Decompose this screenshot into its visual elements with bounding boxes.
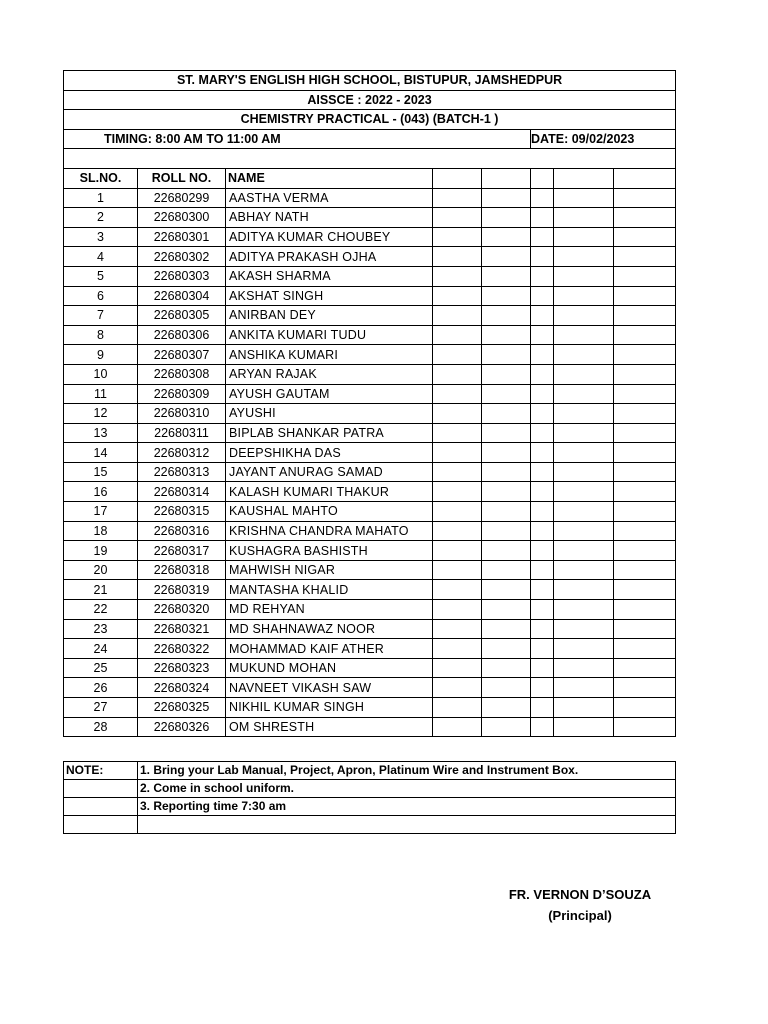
blank-cell (433, 482, 482, 502)
roll-no-cell: 22680305 (138, 306, 226, 326)
blank-cell (482, 639, 531, 659)
student-name-cell: ADITYA PRAKASH OJHA (226, 247, 433, 267)
roll-no-cell: 22680306 (138, 325, 226, 345)
blank-cell (433, 502, 482, 522)
blank-cell (531, 208, 554, 228)
blank-cell (614, 443, 676, 463)
table-row (64, 227, 676, 247)
sl-no-cell: 19 (64, 541, 138, 561)
roll-no-cell: 22680326 (138, 717, 226, 737)
table-row (64, 364, 676, 384)
table-row (64, 717, 676, 737)
table-row (64, 188, 676, 208)
blank-cell (531, 502, 554, 522)
blank-row (64, 149, 676, 169)
blank-cell (614, 698, 676, 718)
table-row (64, 698, 676, 718)
blank-cell (554, 188, 614, 208)
col-header-blank (482, 168, 531, 188)
blank-cell (554, 325, 614, 345)
blank-cell (482, 521, 531, 541)
blank-cell (433, 286, 482, 306)
blank-cell (482, 208, 531, 228)
blank-cell (433, 306, 482, 326)
table-row (64, 345, 676, 365)
blank-cell (554, 639, 614, 659)
student-name-cell: OM SHRESTH (226, 717, 433, 737)
date-text: DATE: 09/02/2023 (531, 129, 676, 149)
student-name-cell: AKASH SHARMA (226, 266, 433, 286)
blank-cell (614, 247, 676, 267)
blank-cell (482, 384, 531, 404)
blank-cell (433, 658, 482, 678)
sl-no-cell: 22 (64, 600, 138, 620)
blank-cell (433, 345, 482, 365)
principal-name: FR. VERNON D’SOUZA (508, 887, 652, 902)
table-row (64, 619, 676, 639)
sl-no-cell: 10 (64, 364, 138, 384)
blank-cell (531, 698, 554, 718)
blank-cell (482, 325, 531, 345)
blank-cell (614, 502, 676, 522)
student-name-cell: JAYANT ANURAG SAMAD (226, 462, 433, 482)
table-row (64, 384, 676, 404)
col-header-blank (433, 168, 482, 188)
roll-no-cell: 22680320 (138, 600, 226, 620)
table-row (64, 462, 676, 482)
blank-cell (433, 423, 482, 443)
blank-cell (614, 462, 676, 482)
table-row (64, 521, 676, 541)
student-name-cell: NAVNEET VIKASH SAW (226, 678, 433, 698)
sl-no-cell: 7 (64, 306, 138, 326)
blank-cell (482, 600, 531, 620)
blank-cell (614, 482, 676, 502)
exam-title: AISSCE : 2022 - 2023 (64, 90, 676, 110)
student-name-cell: BIPLAB SHANKAR PATRA (226, 423, 433, 443)
roll-no-cell: 22680322 (138, 639, 226, 659)
sl-no-cell: 28 (64, 717, 138, 737)
note-blank (64, 798, 138, 816)
sl-no-cell: 12 (64, 404, 138, 424)
blank-cell (554, 208, 614, 228)
blank-cell (531, 521, 554, 541)
blank-cell (554, 580, 614, 600)
blank-cell (482, 580, 531, 600)
blank-cell (614, 658, 676, 678)
table-row (64, 678, 676, 698)
blank-cell (554, 443, 614, 463)
blank-cell (614, 580, 676, 600)
roll-no-cell: 22680317 (138, 541, 226, 561)
blank-cell (531, 364, 554, 384)
table-row (64, 560, 676, 580)
blank-cell (531, 384, 554, 404)
blank-cell (482, 619, 531, 639)
note-blank (138, 816, 676, 834)
student-name-cell: ARYAN RAJAK (226, 364, 433, 384)
student-name-cell: ANIRBAN DEY (226, 306, 433, 326)
blank-cell (433, 443, 482, 463)
roll-no-cell: 22680311 (138, 423, 226, 443)
blank-cell (433, 521, 482, 541)
blank-cell (614, 364, 676, 384)
student-name-cell: KRISHNA CHANDRA MAHATO (226, 521, 433, 541)
roll-no-cell: 22680300 (138, 208, 226, 228)
sl-no-cell: 1 (64, 188, 138, 208)
col-header-blank (554, 168, 614, 188)
col-header-blank (531, 168, 554, 188)
sl-no-cell: 20 (64, 560, 138, 580)
col-header-blank (614, 168, 676, 188)
sl-no-cell: 17 (64, 502, 138, 522)
blank-cell (554, 482, 614, 502)
student-name-cell: NIKHIL KUMAR SINGH (226, 698, 433, 718)
roll-no-cell: 22680316 (138, 521, 226, 541)
sl-no-cell: 5 (64, 266, 138, 286)
sl-no-cell: 4 (64, 247, 138, 267)
blank-cell (531, 600, 554, 620)
blank-cell (433, 404, 482, 424)
blank-cell (531, 266, 554, 286)
sl-no-cell: 26 (64, 678, 138, 698)
roll-no-cell: 22680309 (138, 384, 226, 404)
blank-cell (531, 227, 554, 247)
sl-no-cell: 25 (64, 658, 138, 678)
table-row (64, 541, 676, 561)
blank-cell (433, 266, 482, 286)
sl-no-cell: 8 (64, 325, 138, 345)
blank-cell (531, 639, 554, 659)
blank-cell (433, 541, 482, 561)
blank-cell (433, 639, 482, 659)
blank-cell (531, 560, 554, 580)
blank-cell (554, 658, 614, 678)
blank-cell (433, 717, 482, 737)
table-row (64, 502, 676, 522)
blank-cell (614, 188, 676, 208)
student-name-cell: AYUSHI (226, 404, 433, 424)
roll-no-cell: 22680299 (138, 188, 226, 208)
table-row (64, 266, 676, 286)
blank-cell (614, 560, 676, 580)
table-row (64, 208, 676, 228)
blank-cell (531, 717, 554, 737)
blank-cell (433, 208, 482, 228)
blank-cell (554, 423, 614, 443)
table-row (64, 423, 676, 443)
student-name-cell: MOHAMMAD KAIF ATHER (226, 639, 433, 659)
blank-cell (554, 619, 614, 639)
blank-cell (531, 306, 554, 326)
table-row (64, 658, 676, 678)
note-line-3: 3. Reporting time 7:30 am (138, 798, 676, 816)
col-header-slno: SL.NO. (64, 168, 138, 188)
note-label: NOTE: (64, 762, 138, 780)
blank-cell (614, 600, 676, 620)
blank-cell (554, 266, 614, 286)
student-name-cell: ADITYA KUMAR CHOUBEY (226, 227, 433, 247)
roll-no-cell: 22680303 (138, 266, 226, 286)
sl-no-cell: 24 (64, 639, 138, 659)
blank-cell (554, 364, 614, 384)
student-name-cell: KUSHAGRA BASHISTH (226, 541, 433, 561)
blank-cell (554, 384, 614, 404)
blank-cell (554, 502, 614, 522)
sl-no-cell: 2 (64, 208, 138, 228)
table-row (64, 600, 676, 620)
col-header-name: NAME (226, 168, 433, 188)
timing-text: TIMING: 8:00 AM TO 11:00 AM (64, 129, 531, 149)
blank-cell (482, 306, 531, 326)
blank-cell (614, 678, 676, 698)
col-header-roll: ROLL NO. (138, 168, 226, 188)
blank-cell (531, 658, 554, 678)
blank-cell (531, 541, 554, 561)
blank-cell (482, 188, 531, 208)
blank-cell (614, 717, 676, 737)
blank-cell (433, 560, 482, 580)
blank-cell (433, 364, 482, 384)
blank-cell (433, 698, 482, 718)
roll-no-cell: 22680324 (138, 678, 226, 698)
blank-cell (554, 462, 614, 482)
blank-cell (433, 384, 482, 404)
roll-no-cell: 22680310 (138, 404, 226, 424)
blank-cell (433, 580, 482, 600)
blank-cell (531, 580, 554, 600)
sl-no-cell: 21 (64, 580, 138, 600)
roll-no-cell: 22680323 (138, 658, 226, 678)
blank-cell (482, 678, 531, 698)
blank-cell (482, 698, 531, 718)
roll-no-cell: 22680315 (138, 502, 226, 522)
blank-cell (614, 541, 676, 561)
blank-cell (482, 423, 531, 443)
blank-cell (531, 325, 554, 345)
blank-cell (614, 306, 676, 326)
student-name-cell: ABHAY NATH (226, 208, 433, 228)
blank-cell (531, 619, 554, 639)
student-table (63, 70, 676, 737)
blank-cell (433, 188, 482, 208)
table-row (64, 247, 676, 267)
blank-cell (614, 404, 676, 424)
student-name-cell: MANTASHA KHALID (226, 580, 433, 600)
student-name-cell: MD SHAHNAWAZ NOOR (226, 619, 433, 639)
roll-no-cell: 22680318 (138, 560, 226, 580)
table-row (64, 443, 676, 463)
blank-cell (482, 482, 531, 502)
blank-cell (433, 227, 482, 247)
blank-cell (614, 423, 676, 443)
sl-no-cell: 27 (64, 698, 138, 718)
blank-cell (554, 345, 614, 365)
sl-no-cell: 9 (64, 345, 138, 365)
blank-cell (554, 678, 614, 698)
student-name-cell: ANSHIKA KUMARI (226, 345, 433, 365)
student-name-cell: MUKUND MOHAN (226, 658, 433, 678)
blank-cell (433, 678, 482, 698)
blank-cell (531, 247, 554, 267)
sl-no-cell: 14 (64, 443, 138, 463)
blank-cell (531, 443, 554, 463)
note-line-1: 1. Bring your Lab Manual, Project, Apron, Platinum Wire and Instrument Box. (138, 762, 676, 780)
principal-title: (Principal) (548, 908, 612, 923)
blank-cell (482, 658, 531, 678)
blank-cell (614, 345, 676, 365)
table-row (64, 482, 676, 502)
sl-no-cell: 16 (64, 482, 138, 502)
blank-cell (531, 678, 554, 698)
student-name-cell: ANKITA KUMARI TUDU (226, 325, 433, 345)
blank-cell (554, 717, 614, 737)
blank-cell (554, 698, 614, 718)
sl-no-cell: 23 (64, 619, 138, 639)
blank-cell (614, 521, 676, 541)
roll-no-cell: 22680313 (138, 462, 226, 482)
blank-cell (482, 717, 531, 737)
blank-cell (482, 247, 531, 267)
blank-cell (554, 286, 614, 306)
blank-cell (531, 345, 554, 365)
blank-cell (554, 521, 614, 541)
blank-cell (482, 443, 531, 463)
blank-cell (614, 266, 676, 286)
roll-no-cell: 22680314 (138, 482, 226, 502)
blank-cell (614, 227, 676, 247)
signature-block (500, 884, 660, 926)
table-row (64, 325, 676, 345)
roll-no-cell: 22680308 (138, 364, 226, 384)
blank-cell (482, 227, 531, 247)
blank-cell (614, 384, 676, 404)
blank-cell (482, 462, 531, 482)
blank-cell (482, 502, 531, 522)
blank-cell (482, 404, 531, 424)
student-name-cell: MD REHYAN (226, 600, 433, 620)
note-blank (64, 816, 138, 834)
blank-cell (531, 286, 554, 306)
sl-no-cell: 6 (64, 286, 138, 306)
blank-cell (614, 639, 676, 659)
blank-cell (614, 325, 676, 345)
roll-no-cell: 22680312 (138, 443, 226, 463)
blank-cell (531, 482, 554, 502)
roll-no-cell: 22680319 (138, 580, 226, 600)
roll-no-cell: 22680302 (138, 247, 226, 267)
table-row (64, 639, 676, 659)
blank-cell (482, 560, 531, 580)
blank-cell (433, 600, 482, 620)
blank-cell (433, 462, 482, 482)
blank-cell (531, 423, 554, 443)
roll-no-cell: 22680325 (138, 698, 226, 718)
roll-no-cell: 22680304 (138, 286, 226, 306)
subject-title: CHEMISTRY PRACTICAL - (043) (BATCH-1 ) (64, 110, 676, 130)
table-row (64, 580, 676, 600)
blank-cell (614, 286, 676, 306)
blank-cell (433, 325, 482, 345)
student-name-cell: DEEPSHIKHA DAS (226, 443, 433, 463)
student-name-cell: AYUSH GAUTAM (226, 384, 433, 404)
blank-cell (482, 345, 531, 365)
blank-cell (531, 462, 554, 482)
student-name-cell: AASTHA VERMA (226, 188, 433, 208)
table-row (64, 404, 676, 424)
blank-cell (554, 541, 614, 561)
blank-cell (482, 364, 531, 384)
blank-cell (554, 306, 614, 326)
note-line-2: 2. Come in school uniform. (138, 780, 676, 798)
student-name-cell: KALASH KUMARI THAKUR (226, 482, 433, 502)
sl-no-cell: 11 (64, 384, 138, 404)
student-name-cell: MAHWISH NIGAR (226, 560, 433, 580)
blank-cell (614, 208, 676, 228)
blank-cell (433, 619, 482, 639)
blank-cell (482, 541, 531, 561)
blank-cell (433, 247, 482, 267)
school-name: ST. MARY'S ENGLISH HIGH SCHOOL, BISTUPUR, JAMSHEDPUR (64, 71, 676, 91)
note-blank (64, 780, 138, 798)
roll-no-cell: 22680301 (138, 227, 226, 247)
note-table (63, 761, 676, 834)
blank-cell (482, 286, 531, 306)
table-row (64, 306, 676, 326)
column-header-row (64, 168, 676, 188)
roll-no-cell: 22680321 (138, 619, 226, 639)
sl-no-cell: 15 (64, 462, 138, 482)
blank-cell (482, 266, 531, 286)
sl-no-cell: 18 (64, 521, 138, 541)
blank-cell (531, 404, 554, 424)
blank-cell (554, 227, 614, 247)
student-name-cell: AKSHAT SINGH (226, 286, 433, 306)
blank-cell (554, 600, 614, 620)
roll-no-cell: 22680307 (138, 345, 226, 365)
blank-cell (554, 404, 614, 424)
blank-cell (531, 188, 554, 208)
blank-cell (554, 560, 614, 580)
student-name-cell: KAUSHAL MAHTO (226, 502, 433, 522)
sl-no-cell: 13 (64, 423, 138, 443)
blank-cell (554, 247, 614, 267)
blank-cell (614, 619, 676, 639)
sl-no-cell: 3 (64, 227, 138, 247)
attendance-sheet (63, 70, 675, 834)
table-row (64, 286, 676, 306)
